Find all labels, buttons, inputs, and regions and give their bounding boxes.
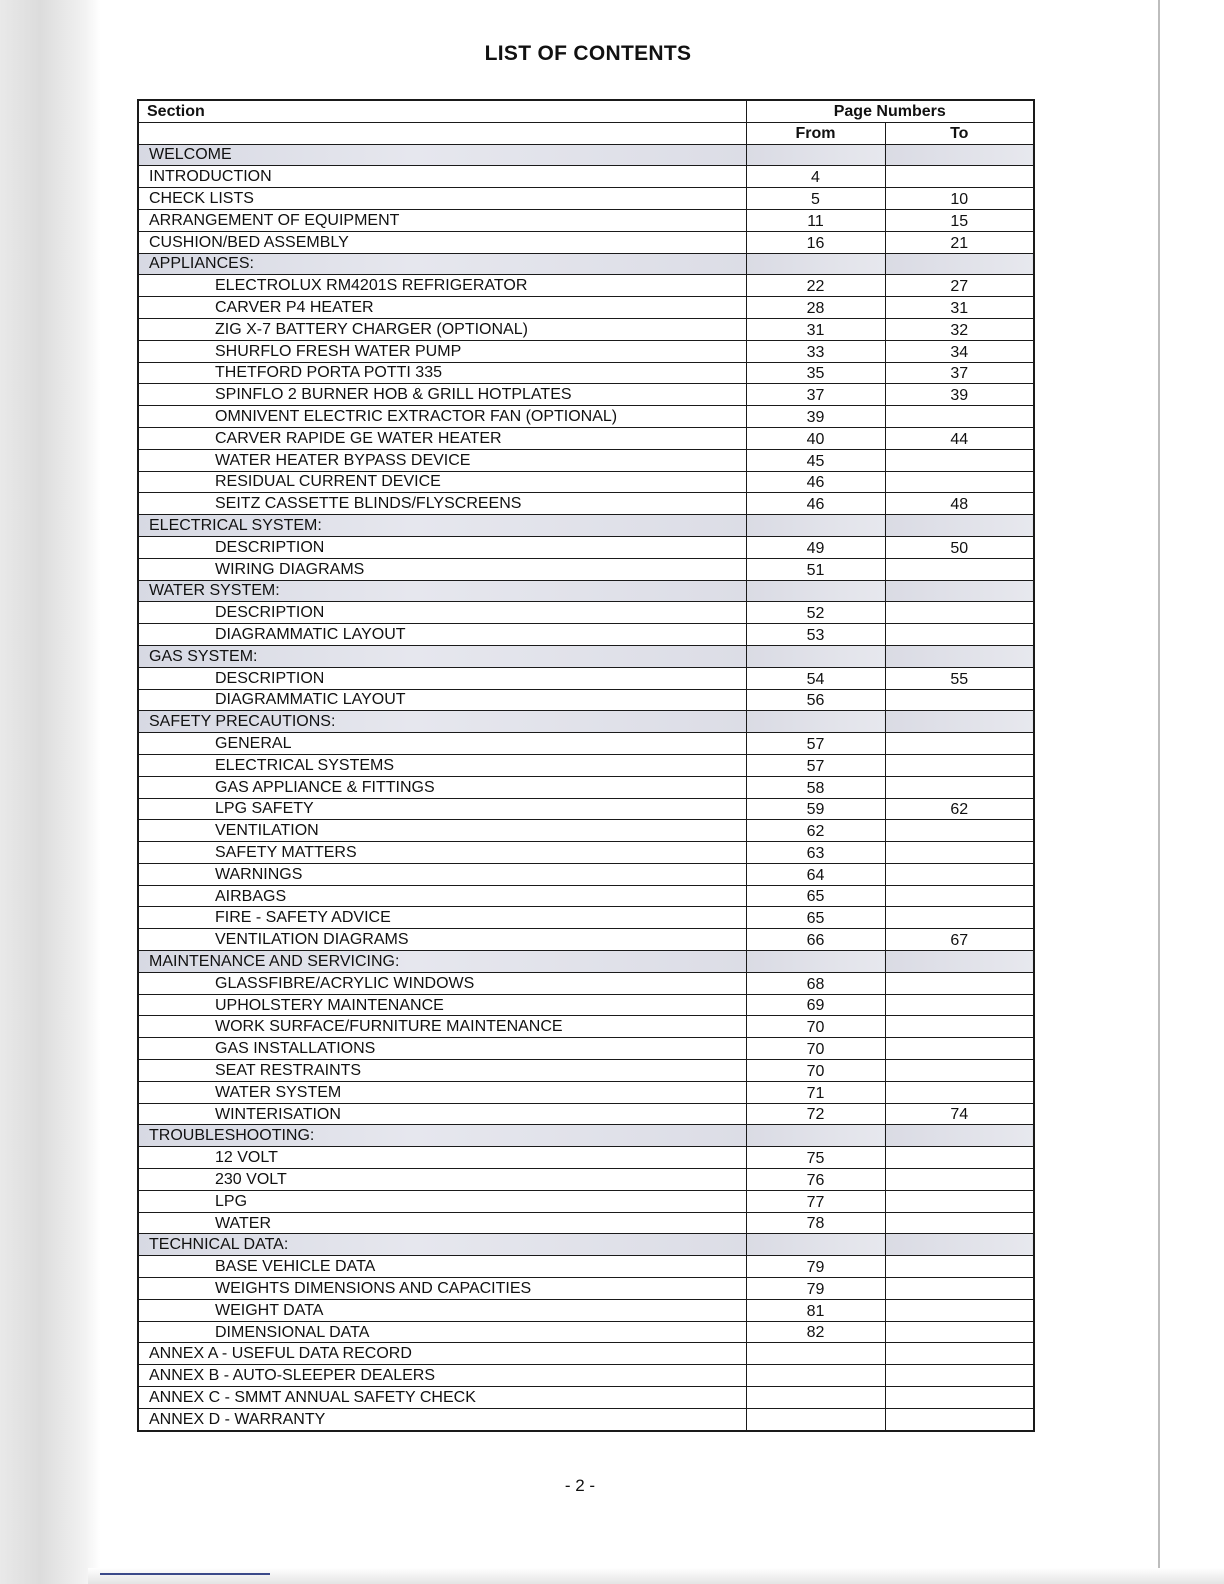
page-from: 72 — [746, 1103, 885, 1125]
page-from — [746, 515, 885, 537]
page-to: 74 — [885, 1103, 1034, 1125]
table-row — [138, 406, 1034, 428]
page-from: 16 — [746, 231, 885, 253]
table-row — [138, 275, 1034, 297]
page-from: 28 — [746, 297, 885, 319]
section-name: LPG — [138, 1190, 746, 1212]
section-name: APPLIANCES: — [138, 253, 746, 275]
table-row — [138, 798, 1034, 820]
table-row — [138, 1343, 1034, 1365]
page-to — [885, 1169, 1034, 1191]
table-row — [138, 1038, 1034, 1060]
section-name: WORK SURFACE/FURNITURE MAINTENANCE — [138, 1016, 746, 1038]
scan-right-edge — [1158, 0, 1160, 1584]
table-row — [138, 188, 1034, 210]
page-from: 49 — [746, 536, 885, 558]
page-from: 65 — [746, 885, 885, 907]
page-from: 66 — [746, 929, 885, 951]
section-name: CARVER RAPIDE GE WATER HEATER — [138, 427, 746, 449]
section-name: GAS APPLIANCE & FITTINGS — [138, 776, 746, 798]
section-name: TROUBLESHOOTING: — [138, 1125, 746, 1147]
table-row — [138, 297, 1034, 319]
page-to — [885, 1365, 1034, 1387]
section-name: SAFETY PRECAUTIONS: — [138, 711, 746, 733]
page-from: 59 — [746, 798, 885, 820]
page-to — [885, 842, 1034, 864]
page-from: 62 — [746, 820, 885, 842]
table-row — [138, 449, 1034, 471]
table-row — [138, 231, 1034, 253]
section-name: WELCOME — [138, 144, 746, 166]
section-name: WATER HEATER BYPASS DEVICE — [138, 449, 746, 471]
table-row — [138, 362, 1034, 384]
page-from: 31 — [746, 318, 885, 340]
page-to — [885, 994, 1034, 1016]
page-to — [885, 1343, 1034, 1365]
page-to — [885, 253, 1034, 275]
page-from: 35 — [746, 362, 885, 384]
section-name: ARRANGEMENT OF EQUIPMENT — [138, 209, 746, 231]
page-to: 62 — [885, 798, 1034, 820]
page-from: 70 — [746, 1060, 885, 1082]
table-row — [138, 166, 1034, 188]
page-to — [885, 1147, 1034, 1169]
page-from: 78 — [746, 1212, 885, 1234]
section-name: DESCRIPTION — [138, 667, 746, 689]
section-name: DIAGRAMMATIC LAYOUT — [138, 624, 746, 646]
page-from: 56 — [746, 689, 885, 711]
page-to: 50 — [885, 536, 1034, 558]
section-name: 12 VOLT — [138, 1147, 746, 1169]
section-name: WATER — [138, 1212, 746, 1234]
table-row — [138, 885, 1034, 907]
page-from: 69 — [746, 994, 885, 1016]
page-to — [885, 1234, 1034, 1256]
page-to: 37 — [885, 362, 1034, 384]
scan-bottom-shadow — [88, 1568, 1224, 1584]
page-to — [885, 1190, 1034, 1212]
table-row — [138, 427, 1034, 449]
table-row — [138, 340, 1034, 362]
table-row — [138, 493, 1034, 515]
section-name: SEITZ CASSETTE BLINDS/FLYSCREENS — [138, 493, 746, 515]
page-to — [885, 471, 1034, 493]
page-to: 27 — [885, 275, 1034, 297]
page-from: 46 — [746, 493, 885, 515]
page-from — [746, 1234, 885, 1256]
table-row — [138, 1060, 1034, 1082]
section-name: VENTILATION — [138, 820, 746, 842]
table-row — [138, 776, 1034, 798]
page-to — [885, 1081, 1034, 1103]
table-row — [138, 667, 1034, 689]
table-row — [138, 1016, 1034, 1038]
section-name: GAS SYSTEM: — [138, 645, 746, 667]
to-header: To — [885, 122, 1034, 144]
table-row — [138, 384, 1034, 406]
section-name: SAFETY MATTERS — [138, 842, 746, 864]
table-row — [138, 209, 1034, 231]
table-row — [138, 536, 1034, 558]
page-to: 34 — [885, 340, 1034, 362]
page-from — [746, 645, 885, 667]
page-from: 79 — [746, 1256, 885, 1278]
page-to — [885, 1321, 1034, 1343]
table-row — [138, 994, 1034, 1016]
table-row — [138, 1103, 1034, 1125]
section-name: THETFORD PORTA POTTI 335 — [138, 362, 746, 384]
page-from: 64 — [746, 863, 885, 885]
table-row — [138, 820, 1034, 842]
page-to — [885, 558, 1034, 580]
section-category-row — [138, 951, 1034, 973]
page-to: 39 — [885, 384, 1034, 406]
page-to — [885, 580, 1034, 602]
page-from: 5 — [746, 188, 885, 210]
section-name: SEAT RESTRAINTS — [138, 1060, 746, 1082]
section-name: FIRE - SAFETY ADVICE — [138, 907, 746, 929]
table-row — [138, 558, 1034, 580]
table-row — [138, 318, 1034, 340]
section-name: SPINFLO 2 BURNER HOB & GRILL HOTPLATES — [138, 384, 746, 406]
page-from: 39 — [746, 406, 885, 428]
table-row — [138, 1212, 1034, 1234]
page-from: 81 — [746, 1299, 885, 1321]
page-numbers-header: Page Numbers — [746, 100, 1034, 122]
section-category-row — [138, 580, 1034, 602]
section-category-row — [138, 711, 1034, 733]
page-title: LIST OF CONTENTS — [484, 42, 692, 65]
section-category-row — [138, 645, 1034, 667]
section-name: 230 VOLT — [138, 1169, 746, 1191]
section-name: MAINTENANCE AND SERVICING: — [138, 951, 746, 973]
page-from: 57 — [746, 754, 885, 776]
section-name: DIAGRAMMATIC LAYOUT — [138, 689, 746, 711]
table-row — [138, 863, 1034, 885]
page-number: - 2 - — [564, 1476, 596, 1495]
page-from: 52 — [746, 602, 885, 624]
page-to — [885, 951, 1034, 973]
page-from: 63 — [746, 842, 885, 864]
contents-table — [137, 99, 1035, 1432]
page-from: 71 — [746, 1081, 885, 1103]
section-name: TECHNICAL DATA: — [138, 1234, 746, 1256]
page-from: 33 — [746, 340, 885, 362]
section-name: WINTERISATION — [138, 1103, 746, 1125]
page-to — [885, 1060, 1034, 1082]
page-from — [746, 1365, 885, 1387]
page-to — [885, 972, 1034, 994]
section-category-row — [138, 253, 1034, 275]
section-name: ANNEX B - AUTO-SLEEPER DEALERS — [138, 1365, 746, 1387]
page-from: 37 — [746, 384, 885, 406]
scan-left-shadow — [0, 0, 100, 1584]
section-name: SHURFLO FRESH WATER PUMP — [138, 340, 746, 362]
section-name: ANNEX D - WARRANTY — [138, 1408, 746, 1430]
table-row — [138, 471, 1034, 493]
section-name: DESCRIPTION — [138, 602, 746, 624]
table-row — [138, 754, 1034, 776]
page-to — [885, 1016, 1034, 1038]
page-from: 40 — [746, 427, 885, 449]
section-category-row — [138, 1234, 1034, 1256]
section-name: ELECTRICAL SYSTEM: — [138, 515, 746, 537]
page-to — [885, 1278, 1034, 1300]
page-to — [885, 733, 1034, 755]
page-from — [746, 1125, 885, 1147]
page-to — [885, 689, 1034, 711]
table-row — [138, 602, 1034, 624]
section-name: DESCRIPTION — [138, 536, 746, 558]
from-header: From — [746, 122, 885, 144]
page-to — [885, 711, 1034, 733]
section-name: VENTILATION DIAGRAMS — [138, 929, 746, 951]
section-name: ELECTRICAL SYSTEMS — [138, 754, 746, 776]
scan-bottom-mark — [100, 1573, 270, 1575]
page-to — [885, 820, 1034, 842]
table-row — [138, 1278, 1034, 1300]
contents-table-body — [138, 144, 1034, 1431]
page-from — [746, 711, 885, 733]
page-to: 67 — [885, 929, 1034, 951]
page-to: 48 — [885, 493, 1034, 515]
page-from: 77 — [746, 1190, 885, 1212]
section-name: WATER SYSTEM: — [138, 580, 746, 602]
section-category-row — [138, 1125, 1034, 1147]
section-name: CUSHION/BED ASSEMBLY — [138, 231, 746, 253]
section-name: GENERAL — [138, 733, 746, 755]
page-from: 54 — [746, 667, 885, 689]
page-from: 58 — [746, 776, 885, 798]
page-to: 55 — [885, 667, 1034, 689]
section-name: INTRODUCTION — [138, 166, 746, 188]
section-name: LPG SAFETY — [138, 798, 746, 820]
page-from: 79 — [746, 1278, 885, 1300]
section-subheader-blank — [138, 122, 746, 144]
section-name: AIRBAGS — [138, 885, 746, 907]
page-from — [746, 951, 885, 973]
table-row — [138, 1169, 1034, 1191]
page-to — [885, 863, 1034, 885]
page-from: 70 — [746, 1016, 885, 1038]
page-from: 46 — [746, 471, 885, 493]
page-to: 10 — [885, 188, 1034, 210]
table-row — [138, 733, 1034, 755]
section-name: ANNEX C - SMMT ANNUAL SAFETY CHECK — [138, 1387, 746, 1409]
section-name: UPHOLSTERY MAINTENANCE — [138, 994, 746, 1016]
page-to: 21 — [885, 231, 1034, 253]
page-to — [885, 406, 1034, 428]
section-name: BASE VEHICLE DATA — [138, 1256, 746, 1278]
page-from — [746, 1387, 885, 1409]
section-name: DIMENSIONAL DATA — [138, 1321, 746, 1343]
header-row-1 — [138, 100, 1034, 122]
page-from: 75 — [746, 1147, 885, 1169]
table-row — [138, 1299, 1034, 1321]
page-to — [885, 602, 1034, 624]
page-from: 70 — [746, 1038, 885, 1060]
table-row — [138, 972, 1034, 994]
page-from — [746, 144, 885, 166]
table-row — [138, 624, 1034, 646]
page-from: 68 — [746, 972, 885, 994]
page-to — [885, 907, 1034, 929]
table-row — [138, 907, 1034, 929]
section-header: Section — [138, 100, 746, 122]
page-from: 45 — [746, 449, 885, 471]
section-name: ELECTROLUX RM4201S REFRIGERATOR — [138, 275, 746, 297]
section-name: ZIG X-7 BATTERY CHARGER (OPTIONAL) — [138, 318, 746, 340]
section-name: WEIGHTS DIMENSIONS AND CAPACITIES — [138, 1278, 746, 1300]
page-to: 31 — [885, 297, 1034, 319]
page-to — [885, 1212, 1034, 1234]
table-row — [138, 1321, 1034, 1343]
page-from: 76 — [746, 1169, 885, 1191]
section-name: ANNEX A - USEFUL DATA RECORD — [138, 1343, 746, 1365]
page-to — [885, 515, 1034, 537]
section-name: WEIGHT DATA — [138, 1299, 746, 1321]
page-to — [885, 1387, 1034, 1409]
section-name: OMNIVENT ELECTRIC EXTRACTOR FAN (OPTIONAL) — [138, 406, 746, 428]
section-name: WIRING DIAGRAMS — [138, 558, 746, 580]
page-from: 57 — [746, 733, 885, 755]
section-name: CHECK LISTS — [138, 188, 746, 210]
page-to — [885, 645, 1034, 667]
page-to: 44 — [885, 427, 1034, 449]
table-row — [138, 1190, 1034, 1212]
table-row — [138, 1081, 1034, 1103]
table-row — [138, 1147, 1034, 1169]
page-to — [885, 1256, 1034, 1278]
table-row — [138, 929, 1034, 951]
page-to — [885, 1125, 1034, 1147]
table-row — [138, 1387, 1034, 1409]
table-row — [138, 1256, 1034, 1278]
section-name: GLASSFIBRE/ACRYLIC WINDOWS — [138, 972, 746, 994]
page-to — [885, 449, 1034, 471]
page-from: 4 — [746, 166, 885, 188]
table-row — [138, 842, 1034, 864]
section-name: RESIDUAL CURRENT DEVICE — [138, 471, 746, 493]
page-to — [885, 144, 1034, 166]
section-name: CARVER P4 HEATER — [138, 297, 746, 319]
page-from: 51 — [746, 558, 885, 580]
page-from — [746, 1343, 885, 1365]
section-category-row — [138, 144, 1034, 166]
page-from: 22 — [746, 275, 885, 297]
page-to: 15 — [885, 209, 1034, 231]
page-from — [746, 1408, 885, 1430]
section-name: GAS INSTALLATIONS — [138, 1038, 746, 1060]
page-to — [885, 1038, 1034, 1060]
page-from — [746, 580, 885, 602]
page-from: 11 — [746, 209, 885, 231]
section-category-row — [138, 515, 1034, 537]
page-to: 32 — [885, 318, 1034, 340]
page-from: 82 — [746, 1321, 885, 1343]
table-row — [138, 689, 1034, 711]
page-from: 53 — [746, 624, 885, 646]
page-from — [746, 253, 885, 275]
table-row — [138, 1365, 1034, 1387]
page-to — [885, 624, 1034, 646]
page-to — [885, 885, 1034, 907]
section-name: WATER SYSTEM — [138, 1081, 746, 1103]
page-to — [885, 754, 1034, 776]
table-row — [138, 1408, 1034, 1430]
contents-table-header — [138, 100, 1034, 144]
page-to — [885, 166, 1034, 188]
page-to — [885, 776, 1034, 798]
page-from: 65 — [746, 907, 885, 929]
page-to — [885, 1408, 1034, 1430]
header-row-2 — [138, 122, 1034, 144]
section-name: WARNINGS — [138, 863, 746, 885]
page-to — [885, 1299, 1034, 1321]
